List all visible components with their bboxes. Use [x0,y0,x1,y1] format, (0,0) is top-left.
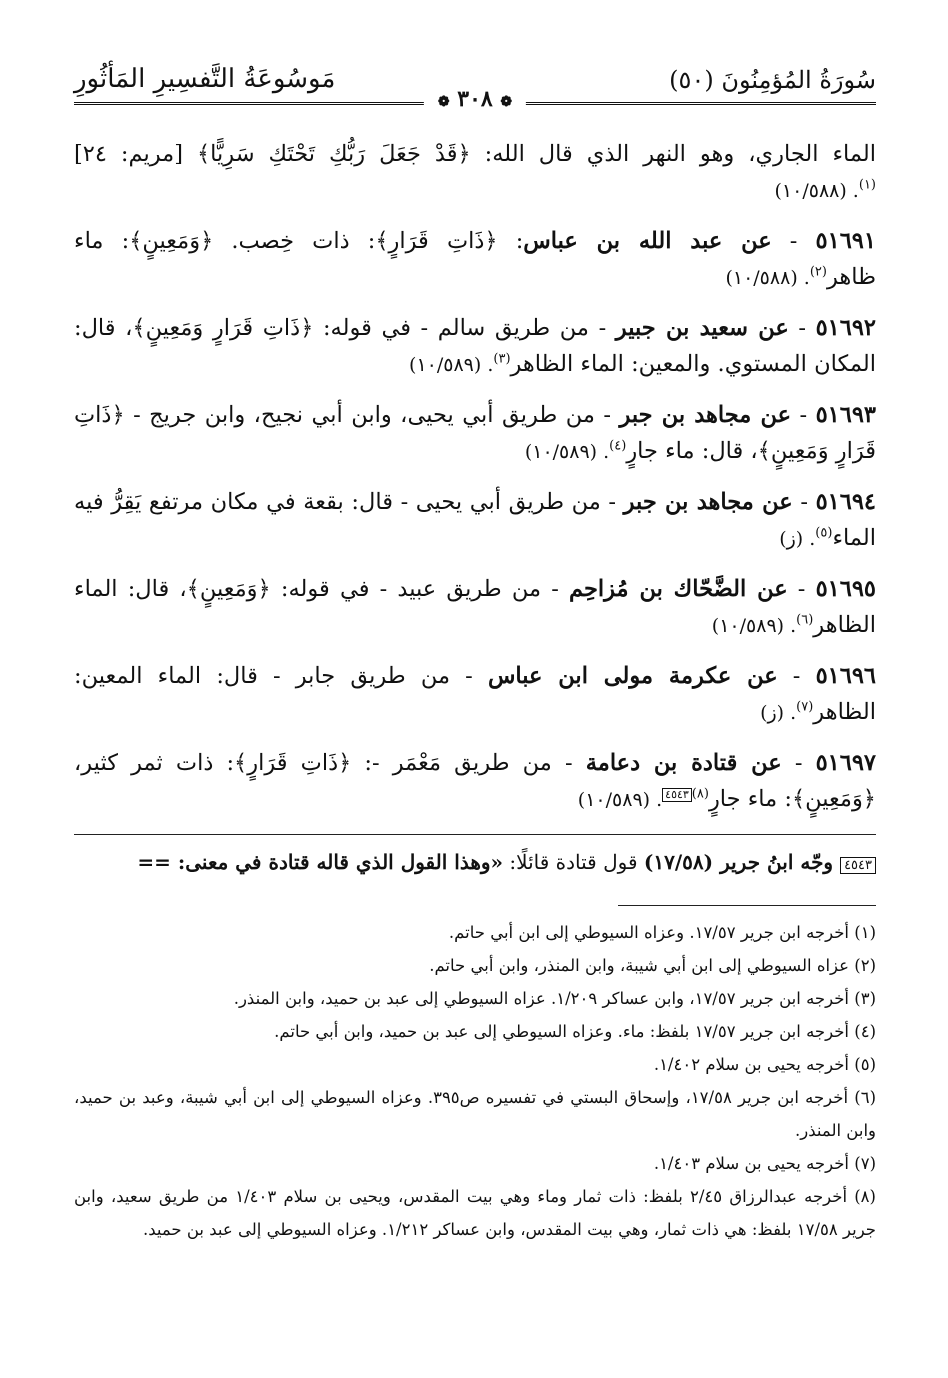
source-reference: . (١٠/٥٨٩) [409,354,494,376]
narration: ٥١٦٩٧ - عن قتادة بن دعامة - من طريق مَعْمَر -: ﴿ذَاتِ قَرَارٍ﴾: ذات ثمر كثير، ﴿وَمَعِينٍ﴾: ماء جارٍ$^{(٨)}$٤٥٤٣. (١٠/٥٨٩) [74,750,876,812]
source-reference: . (١٠/٥٨٩) [524,441,610,463]
narration: ٥١٦٩٤ - عن مجاهد بن جبر - من طريق أبي يحيى - قال: بقعة في مكان مرتفع يَقِرُّ فيه الماء$^{(٥)}$. (ز) [74,489,876,551]
narrations [74,136,876,818]
source-reference: . (١٠/٥٨٨) [725,267,810,289]
source-reference: . (١٠/٥٨٨) [774,180,859,202]
commentary-lead: وجّه ابنُ جرير (١٧/٥٨) [643,850,834,874]
footnote: (٣) أخرجه ابن جرير ١٧/٥٧، وابن عساكر ١/٢٠٩. عزاه السيوطي إلى عبد بن حميد، وابن المنذر. [233,989,876,1008]
commentary-note [74,847,876,877]
footnote: (٢) عزاه السيوطي إلى ابن أبي شيبة، وابن المنذر، وابن أبي حاتم. [429,956,876,975]
narration: ٥١٦٩٣ - عن مجاهد بن جبر - من طريق أبي يحيى، وابن أبي نجيح، وابن جريج - ﴿ذَاتِ قَرَارٍ وَمَعِينٍ﴾، قال: ماء جارٍ$^{(٤)}$. (١٠/٥٨٩) [74,402,876,464]
narration-number: ٥١٦٩٥ [815,576,876,602]
ornament-icon: ❁ [500,94,513,110]
narrator-name: عن مجاهد بن جبر [619,402,792,428]
narration-text: - من طريق مَعْمَر -: ﴿ذَاتِ قَرَارٍ﴾: ذات ثمر كثير، ﴿وَمَعِينٍ﴾: ماء جارٍ [74,750,876,812]
section-divider [74,834,876,835]
ornament-icon: ❁ [437,94,450,110]
narration: ٥١٦٩٢ - عن سعيد بن جبير - من طريق سالم - في قوله: ﴿ذَاتِ قَرَارٍ وَمَعِينٍ﴾، قال: المكان المستوي. والمعين: الماء الظاهر$^{(٣)}$. (١٠/٥٨٩) [74,315,876,377]
sura-title: سُورَةُ المُؤمِنُونَ (٥٠) [669,66,876,94]
narration: ٥١٦٩١ - عن عبد الله بن عباس: ﴿ذَاتِ قَرَارٍ﴾: ذات خِصب. ﴿وَمَعِينٍ﴾: ماء ظاهر$^{(٢)}$. (١٠/٥٨٨) [74,228,876,290]
footnote: (٦) أخرجه ابن جرير ١٧/٥٨، وإسحاق البستي في تفسيره ص٣٩٥. وعزاه السيوطي إلى ابن أبي شيبة، وعبد بن حميد، وابن المنذر. [74,1088,876,1140]
footnotes [74,916,876,1246]
source-reference: . (ز) [760,702,797,724]
footnote-marker[interactable]: (٣) [493,351,511,367]
narration-number: ٥١٦٩٢ [815,315,876,341]
narration-number: ٥١٦٩٧ [815,750,876,776]
page-number-block [424,86,526,112]
narrator-name: عن عبد الله بن عباس [523,228,772,254]
narration-text: - من طريق عبيد - في قوله: ﴿وَمَعِينٍ﴾، قال: الماء الظاهر [74,576,876,638]
narration-text: - من طريق أبي يحيى، وابن أبي نجيح، وابن جريج - ﴿ذَاتِ قَرَارٍ وَمَعِينٍ﴾، قال: ماء جارٍ [74,402,876,464]
source-reference: . (١٠/٥٨٩) [577,789,663,811]
footnote-marker[interactable]: (٥) [815,525,833,541]
footnote: (١) أخرجه ابن جرير ١٧/٥٧. وعزاه السيوطي إلى ابن أبي حاتم. [448,923,876,942]
narration-text: - من طريق جابر - قال: الماء المعين: الظاهر [74,663,876,725]
narration-number: ٥١٦٩٦ [815,663,876,689]
narration-number: ٥١٦٩٣ [815,402,876,428]
encyclopedia-title: مَوسُوعَةُ التَّفسِيرِ المَأثُورِ [74,64,336,94]
footnote-marker[interactable]: (٨) [691,786,709,802]
narration: ٥١٦٩٥ - عن الضَّحّاك بن مُزاحِم - من طريق عبيد - في قوله: ﴿وَمَعِينٍ﴾، قال: الماء الظاهر$^{(٦)}$. (١٠/٥٨٩) [74,576,876,638]
footnote-marker[interactable]: (٢) [809,264,827,280]
page-header [74,56,876,122]
narration-text: - من طريق أبي يحيى - قال: بقعة في مكان مرتفع يَقِرُّ فيه الماء [74,489,876,551]
narration-text: الماء الجاري، وهو النهر الذي قال الله: ﴿قَدْ جَعَلَ رَبُّكِ تَحْتَكِ سَرِيًّا﴾ [مريم: ٢٤] [74,141,876,167]
commentary-box-marker[interactable]: ٤٥٤٣ [662,788,692,802]
footnote-marker[interactable]: (٧) [796,699,814,715]
narration: ٥١٦٩٦ - عن عكرمة مولى ابن عباس - من طريق جابر - قال: الماء المعين: الظاهر$^{(٧)}$. (ز) [74,663,876,725]
footnote: (٧) أخرجه يحيى بن سلام ١/٤٠٣. [653,1154,876,1173]
narrator-name: عن مجاهد بن جبر [623,489,793,515]
narration-text: - من طريق سالم - في قوله: ﴿ذَاتِ قَرَارٍ وَمَعِينٍ﴾، قال: المكان المستوي. والمعين: الماء الظاهر [74,315,876,377]
footnote-divider [618,905,876,906]
commentary-text: قول قتادة قائلًا: [503,850,644,874]
narrator-name: عن عكرمة مولى ابن عباس [487,663,778,689]
footnote: (٤) أخرجه ابن جرير ١٧/٥٧ بلفظ: ماء. وعزاه السيوطي إلى عبد بن حميد، وابن أبي حاتم. [274,1022,876,1041]
narrator-name: عن الضَّحّاك بن مُزاحِم [569,576,788,602]
narrator-name: عن سعيد بن جبير [615,315,789,341]
narration-number: ٥١٦٩١ [815,228,876,254]
footnote: (٥) أخرجه يحيى بن سلام ١/٤٠٢. [653,1055,876,1074]
narration-text: : ﴿ذَاتِ قَرَارٍ﴾: ذات خِصب. ﴿وَمَعِينٍ﴾: ماء ظاهر [74,228,876,290]
commentary-quote: «وهذا القول الذي قاله قتادة في معنى: == [137,850,504,874]
page-number: ٣٠٨ [457,86,493,112]
source-reference: . (١٠/٥٨٩) [711,615,797,637]
footnote: (٨) أخرجه عبدالرزاق ٢/٤٥ بلفظ: ذات ثمار وماء وهي بيت المقدس، ويحيى بن سلام ١/٤٠٣ من طريق سعيد، وابن جرير ١٧/٥٨ بلفظ: هي ذات ثمار، وهي بيت المقدس، وابن عساكر ١/٢١٢. وعزاه السيوطي إلى عبد بن حميد. [74,1187,876,1239]
source-reference: . (ز) [779,528,816,550]
narrator-name: عن قتادة بن دعامة [585,750,782,776]
footnote-marker[interactable]: (١) [858,177,876,193]
footnote-marker[interactable]: (٦) [796,612,814,628]
commentary-box-number: ٤٥٤٣ [840,857,876,874]
narration-continuation [74,136,876,209]
footnote-marker[interactable]: (٤) [609,438,627,454]
narration-number: ٥١٦٩٤ [815,489,876,515]
